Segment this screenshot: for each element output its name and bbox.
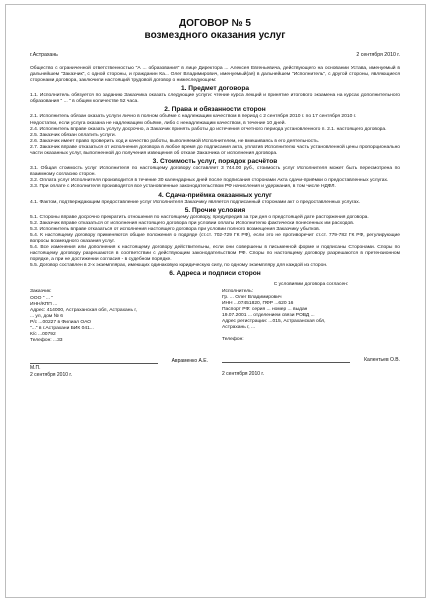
contractor-signer: Калентьев О.В.: [364, 357, 400, 364]
customer-signature-rule: [30, 362, 158, 364]
clause-paragraph: 2.6. Заказчик имеет право проверить ход и качество работы, выполняемой Исполнителем, не вмешиваясь в его деятельность.: [30, 138, 320, 144]
contractor-detail-line: Паспорт РФ: серия ... номер ... выдан: [222, 306, 308, 312]
customer-detail-line: ООО " ... ": [30, 295, 54, 301]
sections-container: [30, 85, 400, 278]
section-title: 6. Адреса и подписи сторон: [169, 270, 261, 278]
clause-paragraph: 5.3. Исполнитель вправе отказаться от исполнения настоящего договора при условии полного возмещения Заказчику убытков.: [30, 226, 321, 232]
contract-page: [5, 4, 426, 598]
clause-paragraph: 3.1. Общая стоимость услуг Исполнителя по настоящему договору составляет 3 744.00 руб., стоимость услуг Исполнителя может быть пересмотрена по взаимному согласию сторон.: [30, 166, 400, 178]
customer-detail-line: "..." в г.Астрахани БИК 041...: [30, 326, 94, 331]
customer-column: [30, 282, 208, 378]
customer-heading: Заказчик:: [30, 289, 52, 295]
customer-sign-date: 2 сентября 2010 г.: [30, 372, 73, 379]
clause-paragraph: 5.5. Договор составлен в 2-х экземплярах, имеющих одинаковую юридическую силу, по одному экземпляру для каждой из сторон.: [30, 263, 328, 269]
clause-paragraph: 5.4. Все изменения или дополнения к настоящему договору действительны, если они совершены в письменной форме и подписаны Сторонами. Споры по настоящему договору разрешаются в соответствии с действующим законодательством РФ. Споры по настоящему договору разрешаются в претензионном порядке, а при не достижении согласия - в судебном порядке.: [30, 245, 400, 263]
contractor-detail-line: Гр. ... Олег Владимирович: [222, 294, 282, 300]
contract-subtitle: возмездного оказания услуг: [144, 30, 286, 41]
clause-paragraph: Недостатки, если услуга оказана не надлежащем объёме, либо с ненадлежащим качеством, в течение 10 дней.: [30, 120, 286, 126]
customer-detail-line: ... ул, дом № 6: [30, 313, 63, 319]
stamp-mark: М.П.: [30, 365, 41, 372]
contract-title: ДОГОВОР № 5: [179, 18, 251, 29]
customer-detail-line: Телефон: ...33: [30, 338, 63, 344]
clause-paragraph: 5.1. Стороны вправе досрочно прекратить отношения по настоящему договору, предупредив за три дня о предстоящей дате расторжения договора.: [30, 214, 369, 220]
city-date-row: [30, 52, 400, 59]
clause-paragraph: 5.4. К настоящему договору применяются общие положения о подряде (ст.ст. 702-729 ГК РФ), если это не противоречит ст.ст. 779-782 ГК РФ, регулирующие вопросы возмездного оказания услуг.: [30, 232, 400, 244]
clause-paragraph: 2.7. Заказчик вправе отказаться от исполнения договора в любое время до подписания акта, уплатив Исполнителю часть установленной цены пропорционально части оказанных услуг, выполненной до получения извещения об отказе Заказчика от исполнения договора.: [30, 144, 400, 157]
customer-detail-line: К/с ...00792: [30, 332, 56, 338]
contractor-signature-rule: [222, 361, 350, 363]
contractor-detail-line: Адрес регистрации: ...015, Астраханская обл,: [222, 319, 326, 324]
customer-details: [30, 296, 208, 345]
customer-detail-line: ИНН/КПП ...: [30, 301, 58, 307]
contract-body: [30, 18, 400, 378]
clause-paragraph: 2.4. Исполнитель вправе оказать услугу досрочно, а Заказчик принять работы до истечения отчетного периода установленного п. 2.1. настоящего договора.: [30, 126, 387, 132]
contractor-heading: Исполнитель:: [222, 288, 254, 294]
clause-paragraph: 3.3. При оплате с Исполнителя производятся все установленные законодательством РФ начисления и удержания, в том числе НДФЛ.: [30, 184, 336, 190]
clause-paragraph: 3.2. Оплата услуг Исполнителя производится в течение 30 календарных дней после подписания сторонами Акта сдачи-приёмки о предоставленных услугах.: [30, 178, 389, 184]
clause-paragraph: 4.1. Фактом, подтверждающим предоставление услуг Исполнителя Заказчику является подписанный сторонами акт о предоставленных услугах.: [30, 199, 361, 205]
section-title: 1. Предмет договора: [180, 85, 250, 93]
contractor-column: [222, 282, 400, 378]
signatures-block: [30, 282, 400, 378]
city: г.Астрахань: [30, 52, 58, 58]
section-title: 5. Прочие условия: [184, 206, 246, 214]
section-title: 4. Сдача-приёмка оказанных услуг: [158, 191, 272, 199]
customer-detail-line: Р/с ...00227 в Филиал ОАО: [30, 319, 92, 325]
clause-paragraph: 1.1. Исполнитель обязуется по заданию Заказчика оказать следующие услуги: чтение курса лекций и принятие итогового экзамена на курсах дополнительного образования " ... " в общем количестве 52 часа.: [30, 93, 400, 105]
contractor-detail-line: ИНН ...07451820, ПФР ...620 16: [222, 300, 294, 306]
contract-date: 2 сентября 2010 г.: [356, 52, 400, 58]
clause-paragraph: 2.5. Заказчик обязан оплатить услуги.: [30, 132, 117, 138]
contractor-signature-line: [222, 357, 400, 363]
contractor-agreement: С условиями договора согласен:: [273, 282, 349, 288]
customer-detail-line: Адрес: 414000, Астраханская обл, Астрахань г,: [30, 307, 137, 313]
contractor-detail-line: Телефон:: [222, 337, 244, 343]
section-title: 2. Права и обязанности сторон: [164, 106, 266, 114]
contractor-detail-line: Астрахань г, ...: [222, 325, 256, 331]
contractor-sign-date: 2 сентября 2010 г.: [222, 371, 265, 378]
customer-signature-line: [30, 358, 208, 364]
contractor-detail-line: 19.07.2001 ... отделением связи РОВД ...: [222, 312, 315, 318]
customer-signer: Авраменко А.Е.: [171, 358, 208, 365]
clause-paragraph: 2.1. Исполнитель обязан оказать услуги лично в полном объёме с надлежащим качеством в период с 2 сентября 2010 г. по 17 сентября 2010 г.: [30, 114, 357, 120]
section-title: 3. Стоимость услуг, порядок расчётов: [152, 158, 278, 166]
clause-paragraph: 5.2. Заказчик вправе отказаться от исполнения настоящего договора при условии оплаты Исполнителю фактически понесенных им расходов.: [30, 220, 355, 226]
contractor-details: [222, 295, 400, 344]
intro-paragraph: Общество с ограниченной ответственностью "А ... образования" в лице Директора ... Алексея Евгеньевича, действующего на основании Устава, именуемый в дальнейшем "Заказчик", с одной стороны, и гражданин Ка... Олег Владимирович, именуемый(ая) в дальнейшем "Исполнитель", с другой стороны, являющиеся сторонами договора, заключили настоящий трудовой договор о нижеследующем:: [30, 66, 400, 84]
